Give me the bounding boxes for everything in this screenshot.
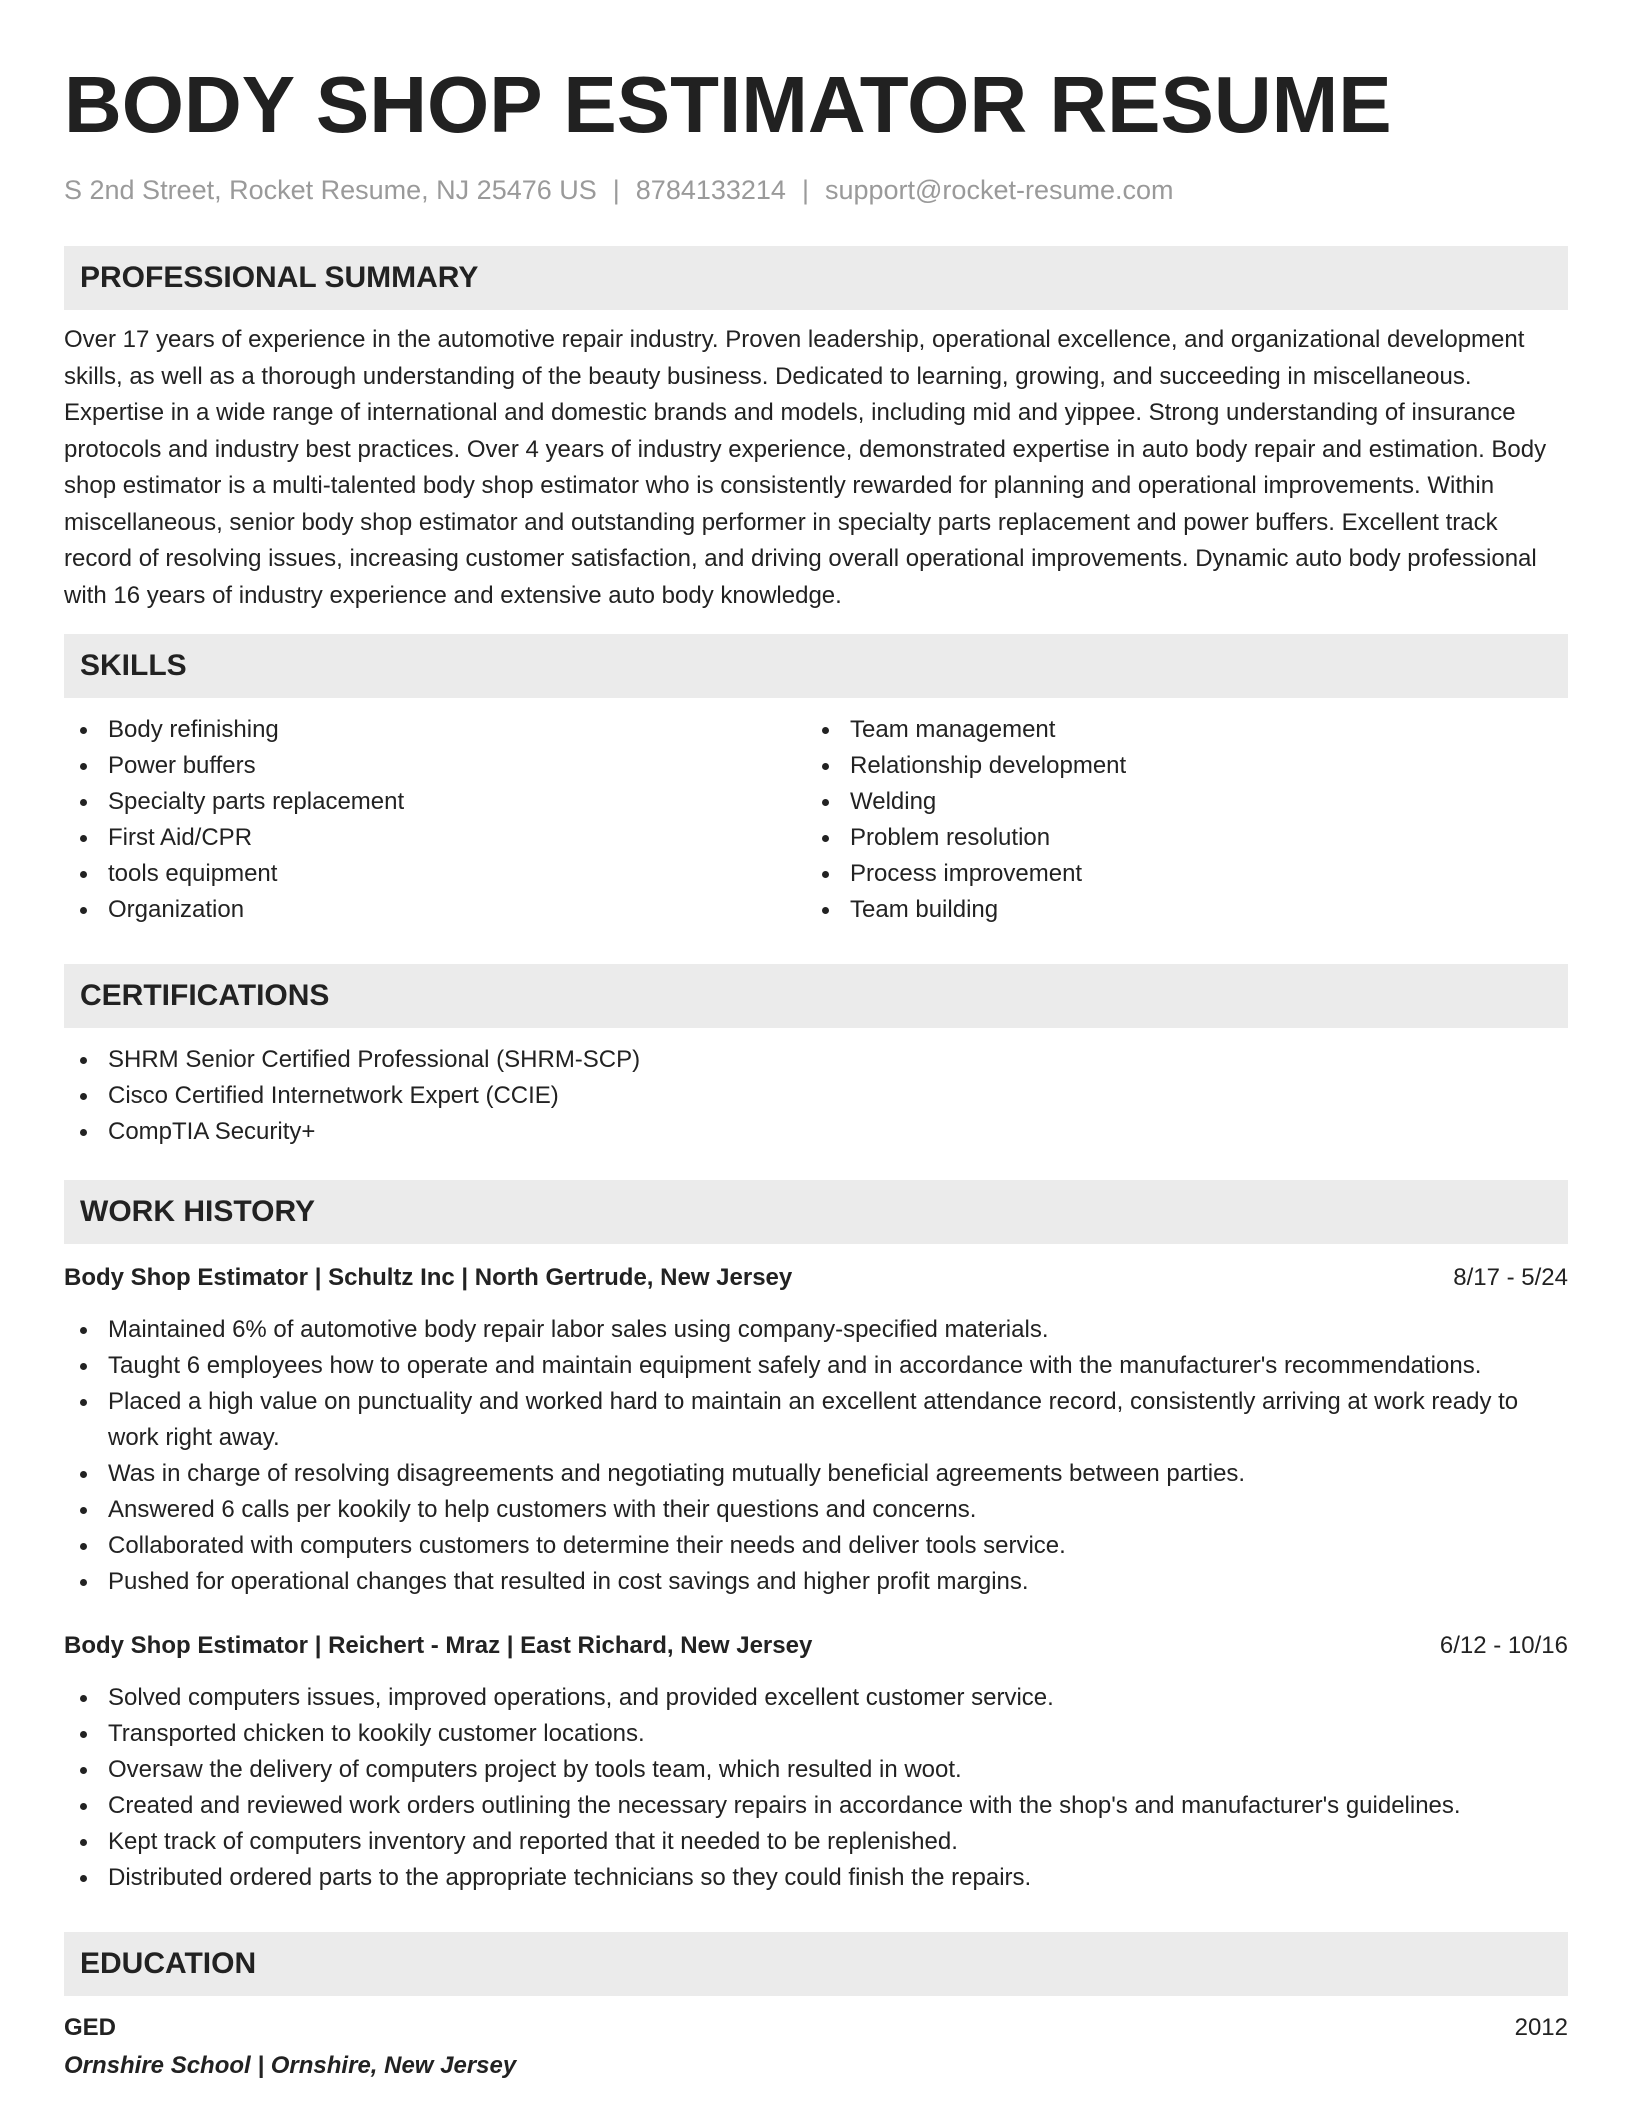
job-dates: 6/12 - 10/16 [1439,1632,1568,1659]
job-bullet: Solved computers issues, improved operations, and provided excellent customer service. [64,1680,1568,1716]
section-heading-summary: PROFESSIONAL SUMMARY [64,246,1568,310]
job-bullet: Taught 6 employees how to operate and maintain equipment safely and in accordance with the manufacturer's recommendations. [64,1348,1568,1384]
skill-item: tools equipment [64,856,806,892]
education-entry [64,2012,1568,2082]
job-bullet: Kept track of computers inventory and reported that it needed to be replenished. [64,1824,1568,1860]
resume-page [64,58,1568,2082]
job-bullet: Answered 6 calls per kookily to help customers with their questions and concerns. [64,1492,1568,1528]
skill-item: Process improvement [806,856,1548,892]
summary-text: Over 17 years of experience in the automotive repair industry. Proven leadership, operational excellence, and organizational development skills, as well as a thorough understanding of the beauty business. Dedicated to learning, growing, and succeeding in miscellaneous. Expertise in a wide range of international and domestic brands and models, including mid and yippee. Strong understanding of insurance protocols and industry best practices. Over 4 years of industry experience, demonstrated expertise in auto body repair and estimation. Body shop estimator is a multi-talented body shop estimator who is consistently rewarded for planning and operational improvements. Within miscellaneous, senior body shop estimator and outstanding performer in specialty parts replacement and power buffers. Excellent track record of resolving issues, increasing customer satisfaction, and driving overall operational improvements. Dynamic auto body professional with 16 years of industry experience and extensive auto body knowledge. [64,326,1547,609]
contact-separator: | [612,175,620,205]
skill-item: Specialty parts replacement [64,784,806,820]
job-title: Body Shop Estimator | Schultz Inc | North Gertrude, New Jersey [64,1264,793,1291]
contact-address: S 2nd Street, Rocket Resume, NJ 25476 US [64,175,597,205]
job-bullet: Distributed ordered parts to the appropriate technicians so they could finish the repairs. [64,1860,1568,1896]
job-entry [64,1630,1568,1896]
section-heading-certifications: CERTIFICATIONS [64,964,1568,1028]
skill-item: Team building [806,892,1548,928]
job-bullet: Pushed for operational changes that resulted in cost savings and higher profit margins. [64,1564,1568,1600]
job-bullet: Transported chicken to kookily customer locations. [64,1716,1568,1752]
skill-item: Team management [806,712,1548,748]
job-bullets [64,1680,1568,1896]
job-bullet: Collaborated with computers customers to determine their needs and deliver tools service. [64,1528,1568,1564]
contact-phone: 8784133214 [635,175,786,205]
skills-list [64,712,1568,928]
education-header [64,2012,1568,2044]
job-dates: 8/17 - 5/24 [1453,1264,1568,1291]
job-entry [64,1262,1568,1600]
skill-item: Problem resolution [806,820,1548,856]
skill-item: Organization [64,892,806,928]
contact-line [64,172,1568,208]
job-bullet: Placed a high value on punctuality and worked hard to maintain an excellent attendance record, consistently arriving at work ready to work right away. [64,1384,1568,1456]
job-title: Body Shop Estimator | Reichert - Mraz | East Richard, New Jersey [64,1632,813,1659]
section-heading-work-history: WORK HISTORY [64,1180,1568,1244]
job-bullet: Was in charge of resolving disagreements and negotiating mutually beneficial agreements between parties. [64,1456,1568,1492]
certification-item: Cisco Certified Internetwork Expert (CCIE) [64,1078,1568,1114]
skill-item: Power buffers [64,748,806,784]
job-bullet: Created and reviewed work orders outlining the necessary repairs in accordance with the shop's and manufacturer's guidelines. [64,1788,1568,1824]
skill-item: Relationship development [806,748,1548,784]
job-bullets [64,1312,1568,1600]
section-heading-skills: SKILLS [64,634,1568,698]
contact-email: support@rocket-resume.com [824,175,1174,205]
resume-title: BODY SHOP ESTIMATOR RESUME [64,60,1392,149]
job-header [64,1262,1568,1294]
certification-item: CompTIA Security+ [64,1114,1568,1150]
education-year: 2012 [1514,2014,1568,2041]
job-bullet: Oversaw the delivery of computers project by tools team, which resulted in woot. [64,1752,1568,1788]
certifications-list [64,1042,1568,1150]
skill-item: First Aid/CPR [64,820,806,856]
job-header [64,1630,1568,1662]
job-bullet: Maintained 6% of automotive body repair labor sales using company-specified materials. [64,1312,1568,1348]
skill-item: Welding [806,784,1548,820]
skills-column-right [806,712,1548,928]
education-degree: GED [64,2014,117,2041]
section-heading-education: EDUCATION [64,1932,1568,1996]
certification-item: SHRM Senior Certified Professional (SHRM-SCP) [64,1042,1568,1078]
skill-item: Body refinishing [64,712,806,748]
education-school: Ornshire School | Ornshire, New Jersey [64,2052,517,2079]
skills-column-left [64,712,806,928]
contact-separator: | [801,175,809,205]
